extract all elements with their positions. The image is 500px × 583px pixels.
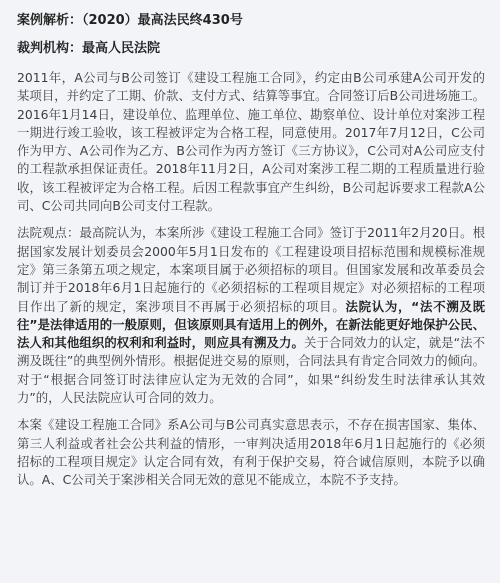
case-header	[17, 9, 487, 61]
paragraph-conclusion	[17, 416, 485, 489]
paragraph-text: 关于合同效力的认定，就是“法不溯及既往”的典型例外情形。根据促进交易的原则，合同法具有肯定合同效力的倾向。对于“根据合同签订时法律应认定为无效的合同”，如果“纠纷发生时法律承认其效力”的，人民法院应认可合同的效力。	[17, 335, 486, 406]
paragraph-text: 2011年，A公司与B公司签订《建设工程施工合同》，约定由B公司承建A公司开发的某项目，并约定了工期、价款、支付方式、结算等事宜。合同签订后B公司进场施工。2016年1月14日，建设单位、监理单位、施工单位、勘察单位、设计单位对案涉工程一期进行竣工验收，该工程被评定为合格工程，同意使用。2017年7月12日，C公司作为甲方、A公司作为乙方、B公司作为丙方签订《三方协议》，C公司对A公司应支付的工程款承担保证责任。2018年11月2日，A公司对案涉工程二期的工程质量进行验收，该工程被评定为合格工程。后因工程款事宜产生纠纷，B公司起诉要求工程款A公司、C公司共同向B公司支付工程款。	[17, 70, 485, 214]
paragraph-emphasis: 法院认为，“法不溯及既往”是法律适用的一般原则，但该原则具有适用上的例外，在新法能更好地保护公民、法人和其他组织的权利和利益时，则应具有溯及力。	[17, 298, 485, 351]
paragraph-facts	[17, 69, 485, 215]
case-number-line: 案例解析：（2020）最高法民终430号	[17, 13, 243, 28]
paragraph-court-opinion	[17, 224, 485, 407]
article-body	[17, 69, 485, 499]
court-line: 裁判机构：最高人民法院	[17, 41, 161, 56]
paragraph-text: 法院观点：最高院认为，本案所涉《建设工程施工合同》签订于2011年2月20日。根据国家发展计划委员会2000年5月1日发布的《工程建设项目招标范围和规模标准规定》第三条第五项之规定，本案项目属于必须招标的项目。但国家发展和改革委员会制订并于2018年6月1日起施行的《必须招标的工程项目规定》对必须招标的工程项目作出了新的规定，案涉项目不再属于必须招标的项目。	[17, 225, 485, 314]
paragraph-text: 本案《建设工程施工合同》系A公司与B公司真实意思表示，不存在损害国家、集体、第三人利益或者社会公共利益的情形，一审判决适用2018年6月1日起施行的《必须招标的工程项目规定》认定合同有效，有利于保护交易，符合诚信原则，本院予以确认。A、C公司关于案涉相关合同无效的意见不能成立，本院不予支持。	[17, 417, 485, 488]
